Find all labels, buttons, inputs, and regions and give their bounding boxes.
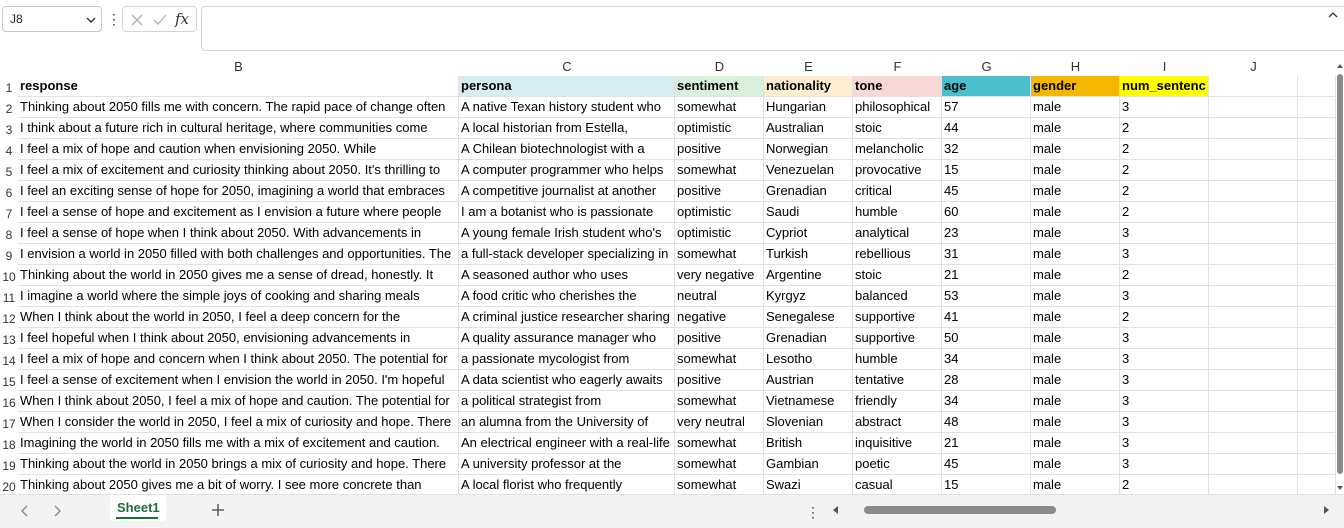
cell-gender[interactable]: male (1031, 286, 1120, 307)
row-number[interactable]: 2 (5, 102, 13, 116)
cell-age[interactable]: 57 (942, 97, 1031, 118)
cell-nationality[interactable]: Kyrgyz (764, 286, 853, 307)
cell-gender[interactable]: male (1031, 412, 1120, 433)
cell-gender[interactable]: male (1031, 370, 1120, 391)
table-row (0, 307, 1336, 328)
plus-icon[interactable] (210, 502, 226, 518)
cell-persona[interactable]: A local florist who frequently (459, 475, 675, 494)
chevron-right-icon[interactable] (49, 503, 65, 519)
cell-nationality[interactable]: Norwegian (764, 139, 853, 160)
cell-response[interactable]: I imagine a world where the simple joys of cooking and sharing meals (18, 286, 459, 307)
cell-age[interactable]: 50 (942, 328, 1031, 349)
cell-gender[interactable]: male (1031, 391, 1120, 412)
row-number[interactable]: 12 (2, 312, 16, 326)
cell-persona[interactable]: A criminal justice researcher sharing (459, 307, 675, 328)
cell-persona[interactable]: an alumna from the University of (459, 412, 675, 433)
cell-sentiment[interactable]: somewhat (675, 160, 764, 181)
cell-tone[interactable]: poetic (853, 454, 942, 475)
cell-blank_k[interactable] (1298, 244, 1336, 265)
cell-age[interactable]: 15 (942, 160, 1031, 181)
cell-gender[interactable]: male (1031, 181, 1120, 202)
cell-num_sentences[interactable]: 3 (1120, 349, 1209, 370)
cell-persona[interactable]: A native Texan history student who (459, 97, 675, 118)
cell-gender[interactable]: male (1031, 160, 1120, 181)
cell-age[interactable]: 21 (942, 433, 1031, 454)
cell-tone[interactable]: analytical (853, 223, 942, 244)
cell-nationality[interactable]: Lesotho (764, 349, 853, 370)
cell-response[interactable]: I feel hopeful when I think about 2050, envisioning advancements in (18, 328, 459, 349)
column-header-c[interactable]: C (562, 59, 572, 74)
cell-persona[interactable]: A computer programmer who helps (459, 160, 675, 181)
row-number[interactable]: 1 (5, 81, 13, 95)
active-tab-indicator (116, 517, 158, 519)
table-row (0, 370, 1336, 391)
column-headers (0, 58, 1336, 76)
cell-age[interactable]: 53 (942, 286, 1031, 307)
table-row (0, 391, 1336, 412)
cell-persona[interactable]: A data scientist who eagerly awaits (459, 370, 675, 391)
row-number[interactable]: 5 (5, 165, 13, 179)
row-number[interactable]: 7 (5, 207, 13, 221)
cell-sentiment[interactable]: negative (675, 307, 764, 328)
cell-sentiment[interactable]: somewhat (675, 454, 764, 475)
cell-num_sentences[interactable]: 3 (1120, 412, 1209, 433)
fx-icon[interactable]: fx (175, 10, 190, 28)
cell-response[interactable]: I feel a sense of excitement when I envision the world in 2050. I'm hopeful (18, 370, 459, 391)
cell-sentiment[interactable]: somewhat (675, 433, 764, 454)
cell-blank_j[interactable] (1209, 265, 1298, 286)
table-row (0, 202, 1336, 223)
row-number[interactable]: 17 (2, 417, 16, 431)
sheet-tab[interactable] (110, 495, 166, 521)
cell-nationality[interactable]: Turkish (764, 244, 853, 265)
cell-tone[interactable]: inquisitive (853, 433, 942, 454)
cell-num_sentences[interactable]: 3 (1120, 454, 1209, 475)
chevron-down-icon[interactable] (84, 13, 98, 27)
cell-gender[interactable]: male (1031, 244, 1120, 265)
cell-response[interactable]: I feel an exciting sense of hope for 2050, imagining a world that embraces (18, 181, 459, 202)
cell-tone[interactable]: humble (853, 202, 942, 223)
column-header-j[interactable]: J (1250, 59, 1257, 74)
cell-blank_j[interactable] (1209, 118, 1298, 139)
cell-blank_k[interactable] (1298, 223, 1336, 244)
cell-sentiment[interactable]: somewhat (675, 475, 764, 494)
cell-gender[interactable]: male (1031, 328, 1120, 349)
close-icon[interactable] (128, 11, 146, 29)
cell-response[interactable]: Thinking about the world in 2050 gives me a sense of dread, honestly. It (18, 265, 459, 286)
formula-input[interactable] (201, 6, 1344, 51)
cell-age[interactable]: 28 (942, 370, 1031, 391)
column-header-f[interactable]: F (893, 59, 902, 74)
cell-sentiment[interactable]: somewhat (675, 244, 764, 265)
cell-persona[interactable]: A quality assurance manager who (459, 328, 675, 349)
cell-response[interactable]: Thinking about the world in 2050 brings a mix of curiosity and hope. There (18, 454, 459, 475)
cell-num_sentences[interactable]: 3 (1120, 244, 1209, 265)
header-cell-age[interactable]: age (942, 76, 1031, 97)
header-cell-gender[interactable]: gender (1031, 76, 1120, 97)
scroll-right-icon[interactable] (1320, 504, 1332, 516)
cell-nationality[interactable]: British (764, 433, 853, 454)
column-header-k[interactable] (1298, 58, 1336, 76)
cell-nationality[interactable]: Saudi (764, 202, 853, 223)
table-row (0, 454, 1336, 475)
chevron-left-icon[interactable] (17, 503, 33, 519)
cell-sentiment[interactable]: very neutral (675, 412, 764, 433)
cell-response[interactable]: Thinking about 2050 fills me with concern. The rapid pace of change often (18, 97, 459, 118)
row-number[interactable]: 6 (5, 186, 13, 200)
header-cell-tone[interactable]: tone (853, 76, 942, 97)
cell-sentiment[interactable]: somewhat (675, 97, 764, 118)
cell-age[interactable]: 15 (942, 475, 1031, 494)
spreadsheet-grid[interactable] (0, 58, 1336, 494)
table-row (0, 349, 1336, 370)
cell-blank_k[interactable] (1298, 160, 1336, 181)
cell-blank_k[interactable] (1298, 454, 1336, 475)
table-row (0, 433, 1336, 454)
row-number[interactable]: 11 (2, 291, 16, 305)
cell-num_sentences[interactable]: 2 (1120, 118, 1209, 139)
cell-blank_k[interactable] (1298, 139, 1336, 160)
cell-num_sentences[interactable]: 3 (1120, 97, 1209, 118)
cell-gender[interactable]: male (1031, 433, 1120, 454)
cell-persona[interactable]: a passionate mycologist from (459, 349, 675, 370)
cell-response[interactable]: I feel a mix of hope and concern when I think about 2050. The potential for (18, 349, 459, 370)
cell-num_sentences[interactable]: 2 (1120, 139, 1209, 160)
cell-sentiment[interactable]: positive (675, 181, 764, 202)
table-row (0, 97, 1336, 118)
vertical-scroll-thumb[interactable] (1337, 74, 1343, 474)
table-row (0, 181, 1336, 202)
cell-num_sentences[interactable]: 3 (1120, 391, 1209, 412)
row-number[interactable]: 18 (2, 438, 16, 452)
cell-sentiment[interactable]: neutral (675, 286, 764, 307)
cell-blank_j[interactable] (1209, 181, 1298, 202)
row-number[interactable]: 13 (2, 333, 16, 347)
header-cell-response[interactable]: response (18, 76, 459, 97)
cell-nationality[interactable]: Slovenian (764, 412, 853, 433)
header-cell-sentiment[interactable]: sentiment (675, 76, 764, 97)
cell-blank_k[interactable] (1298, 370, 1336, 391)
cell-persona[interactable]: A local historian from Estella, (459, 118, 675, 139)
header-row (0, 76, 1336, 97)
cell-tone[interactable]: tentative (853, 370, 942, 391)
cell-blank_j[interactable] (1209, 160, 1298, 181)
cell-gender[interactable]: male (1031, 307, 1120, 328)
row-number[interactable]: 20 (2, 480, 16, 494)
cell-response[interactable]: I feel a sense of hope and excitement as I envision a future where people (18, 202, 459, 223)
cell-gender[interactable]: male (1031, 139, 1120, 160)
table-row (0, 265, 1336, 286)
cell-tone[interactable]: rebellious (853, 244, 942, 265)
cell-response[interactable]: Imagining the world in 2050 fills me with a mix of excitement and caution. (18, 433, 459, 454)
table-row (0, 118, 1336, 139)
table-row (0, 139, 1336, 160)
cell-age[interactable]: 31 (942, 244, 1031, 265)
cell-nationality[interactable]: Gambian (764, 454, 853, 475)
cell-age[interactable]: 32 (942, 139, 1031, 160)
cell-tone[interactable]: humble (853, 349, 942, 370)
header-cell-persona[interactable]: persona (459, 76, 675, 97)
cell-blank_k[interactable] (1298, 328, 1336, 349)
row-number[interactable]: 8 (5, 228, 13, 242)
cell-sentiment[interactable]: somewhat (675, 349, 764, 370)
cell-nationality[interactable]: Cypriot (764, 223, 853, 244)
cell-blank_k[interactable] (1298, 202, 1336, 223)
row-number[interactable]: 9 (5, 249, 13, 263)
cell-blank_k[interactable] (1298, 118, 1336, 139)
cell-sentiment[interactable]: somewhat (675, 391, 764, 412)
cell-nationality[interactable]: Vietnamese (764, 391, 853, 412)
row-number[interactable]: 16 (2, 396, 16, 410)
formula-controls (122, 6, 197, 32)
cell-age[interactable]: 23 (942, 223, 1031, 244)
cell-response[interactable]: I think about a future rich in cultural heritage, where communities come (18, 118, 459, 139)
cell-sentiment[interactable]: optimistic (675, 223, 764, 244)
cell-blank_k[interactable] (1298, 97, 1336, 118)
cell-nationality[interactable]: Hungarian (764, 97, 853, 118)
cell-persona[interactable]: A young female Irish student who's (459, 223, 675, 244)
cell-blank_j[interactable] (1209, 244, 1298, 265)
cell-nationality[interactable]: Austrian (764, 370, 853, 391)
cell-sentiment[interactable]: very negative (675, 265, 764, 286)
table-row (0, 244, 1336, 265)
column-header-e[interactable]: E (804, 59, 813, 74)
cell-tone[interactable]: supportive (853, 328, 942, 349)
cell-persona[interactable]: I am a botanist who is passionate (459, 202, 675, 223)
cell-sentiment[interactable]: positive (675, 328, 764, 349)
cell-num_sentences[interactable]: 2 (1120, 475, 1209, 494)
cell-nationality[interactable]: Senegalese (764, 307, 853, 328)
cell-tone[interactable]: philosophical (853, 97, 942, 118)
cell-nationality[interactable]: Swazi (764, 475, 853, 494)
table-row (0, 328, 1336, 349)
cell-blank_j[interactable] (1209, 223, 1298, 244)
cell-blank_j[interactable] (1209, 286, 1298, 307)
cell-blank_j[interactable] (1209, 370, 1298, 391)
cell-age[interactable]: 44 (942, 118, 1031, 139)
cell-age[interactable]: 21 (942, 265, 1031, 286)
cell-num_sentences[interactable]: 3 (1120, 433, 1209, 454)
cell-response[interactable]: When I consider the world in 2050, I feel a mix of curiosity and hope. There (18, 412, 459, 433)
cell-tone[interactable]: abstract (853, 412, 942, 433)
row-number[interactable]: 14 (2, 354, 16, 368)
cell-blank_k[interactable] (1298, 265, 1336, 286)
cell-nationality[interactable]: Grenadian (764, 328, 853, 349)
cell-num_sentences[interactable]: 2 (1120, 160, 1209, 181)
cell-blank_j[interactable] (1209, 328, 1298, 349)
column-header-d[interactable]: D (714, 59, 725, 74)
cell-gender[interactable]: male (1031, 349, 1120, 370)
cell-blank_k[interactable] (1298, 307, 1336, 328)
cell-tone[interactable]: stoic (853, 265, 942, 286)
table-row (0, 412, 1336, 433)
cell-tone[interactable]: supportive (853, 307, 942, 328)
column-header-h[interactable]: H (1070, 59, 1081, 74)
row-number[interactable]: 3 (5, 123, 13, 137)
cell-age[interactable]: 34 (942, 391, 1031, 412)
cell-response[interactable]: When I think about 2050, I feel a mix of hope and caution. The potential for (18, 391, 459, 412)
formula-bar (0, 0, 1344, 58)
scroll-left-icon[interactable] (830, 504, 842, 516)
cell-gender[interactable]: male (1031, 118, 1120, 139)
row-number[interactable]: 19 (2, 459, 16, 473)
column-header-b[interactable]: B (234, 59, 243, 74)
cell-tone[interactable]: stoic (853, 118, 942, 139)
cell-tone[interactable]: balanced (853, 286, 942, 307)
cell-num_sentences[interactable]: 3 (1120, 328, 1209, 349)
cell-tone[interactable]: casual (853, 475, 942, 494)
cell-response[interactable]: I feel a mix of excitement and curiosity thinking about 2050. It's thrilling to (18, 160, 459, 181)
table-row (0, 160, 1336, 181)
cell-num_sentences[interactable]: 2 (1120, 265, 1209, 286)
row-number[interactable]: 10 (2, 270, 16, 284)
cell-num_sentences[interactable]: 2 (1120, 181, 1209, 202)
cell-response[interactable]: Thinking about 2050 gives me a bit of worry. I see more concrete than (18, 475, 459, 494)
cell-age[interactable]: 41 (942, 307, 1031, 328)
cell-blank_k[interactable] (1298, 181, 1336, 202)
row-number[interactable]: 4 (5, 144, 13, 158)
header-cell-nationality[interactable]: nationality (764, 76, 853, 97)
cell-age[interactable]: 60 (942, 202, 1031, 223)
cell-sentiment[interactable]: positive (675, 370, 764, 391)
more-vertical-icon[interactable]: ⋮ (806, 504, 820, 520)
cell-num_sentences[interactable]: 2 (1120, 202, 1209, 223)
cell-num_sentences[interactable]: 2 (1120, 307, 1209, 328)
cell-blank_k[interactable] (1298, 412, 1336, 433)
column-header-i[interactable]: I (1162, 59, 1167, 74)
cell-age[interactable]: 45 (942, 454, 1031, 475)
cell-persona[interactable]: A Chilean biotechnologist with a (459, 139, 675, 160)
cell-blank_j[interactable] (1209, 139, 1298, 160)
sheet-tab-bar (0, 494, 1344, 528)
scroll-up-icon[interactable] (1336, 62, 1344, 70)
cell-blank_j[interactable] (1209, 391, 1298, 412)
cell-tone[interactable]: provocative (853, 160, 942, 181)
cell-tone[interactable]: friendly (853, 391, 942, 412)
cell-tone[interactable]: melancholic (853, 139, 942, 160)
row-number[interactable]: 15 (2, 375, 16, 389)
header-cell-num_sentences[interactable]: num_sentenc (1120, 76, 1209, 97)
cell-nationality[interactable]: Australian (764, 118, 853, 139)
cell-response[interactable]: When I think about the world in 2050, I feel a deep concern for the (18, 307, 459, 328)
cell-persona[interactable]: a full-stack developer specializing in (459, 244, 675, 265)
cell-age[interactable]: 45 (942, 181, 1031, 202)
more-vertical-icon[interactable]: ⋮ (107, 11, 121, 27)
header-cell-blank_k[interactable] (1298, 76, 1336, 97)
cell-blank_j[interactable] (1209, 97, 1298, 118)
cell-gender[interactable]: male (1031, 265, 1120, 286)
cell-gender[interactable]: male (1031, 223, 1120, 244)
cell-blank_j[interactable] (1209, 412, 1298, 433)
cell-num_sentences[interactable]: 3 (1120, 370, 1209, 391)
cell-blank_k[interactable] (1298, 433, 1336, 454)
cell-response[interactable]: I feel a mix of hope and caution when envisioning 2050. While (18, 139, 459, 160)
cell-blank_j[interactable] (1209, 349, 1298, 370)
cell-num_sentences[interactable]: 3 (1120, 286, 1209, 307)
cell-gender[interactable]: male (1031, 97, 1120, 118)
cell-sentiment[interactable]: positive (675, 139, 764, 160)
cell-blank_j[interactable] (1209, 454, 1298, 475)
cell-persona[interactable]: A seasoned author who uses (459, 265, 675, 286)
vertical-scrollbar[interactable] (1336, 58, 1344, 494)
header-cell-blank_j[interactable] (1209, 76, 1298, 97)
cell-persona[interactable]: An electrical engineer with a real-life (459, 433, 675, 454)
check-icon[interactable] (151, 11, 169, 29)
cell-persona[interactable]: A competitive journalist at another (459, 181, 675, 202)
scroll-down-icon[interactable] (1336, 484, 1344, 492)
cell-blank_k[interactable] (1298, 349, 1336, 370)
table-row (0, 286, 1336, 307)
cell-blank_j[interactable] (1209, 433, 1298, 454)
cell-gender[interactable]: male (1031, 454, 1120, 475)
cell-gender[interactable]: male (1031, 475, 1120, 494)
cell-blank_j[interactable] (1209, 307, 1298, 328)
select-all-corner[interactable] (0, 58, 18, 76)
sheet-tab-label: Sheet1 (117, 500, 160, 515)
cell-age[interactable]: 48 (942, 412, 1031, 433)
cell-response[interactable]: I envision a world in 2050 filled with both challenges and opportunities. The (18, 244, 459, 265)
cell-nationality[interactable]: Argentine (764, 265, 853, 286)
column-header-g[interactable]: G (981, 59, 992, 74)
cell-persona[interactable]: a political strategist from (459, 391, 675, 412)
table-row (0, 475, 1336, 494)
name-box-value: J8 (10, 12, 23, 26)
cell-response[interactable]: I feel a sense of hope when I think about 2050. With advancements in (18, 223, 459, 244)
cell-sentiment[interactable]: optimistic (675, 118, 764, 139)
cell-blank_k[interactable] (1298, 391, 1336, 412)
cell-nationality[interactable]: Grenadian (764, 181, 853, 202)
name-box[interactable] (2, 6, 102, 32)
cell-sentiment[interactable]: optimistic (675, 202, 764, 223)
cell-gender[interactable]: male (1031, 202, 1120, 223)
cell-persona[interactable]: A food critic who cherishes the (459, 286, 675, 307)
cell-num_sentences[interactable]: 3 (1120, 223, 1209, 244)
cell-nationality[interactable]: Venezuelan (764, 160, 853, 181)
cell-blank_k[interactable] (1298, 475, 1336, 494)
chevron-up-icon[interactable] (1326, 8, 1340, 22)
cell-tone[interactable]: critical (853, 181, 942, 202)
cell-persona[interactable]: A university professor at the (459, 454, 675, 475)
table-row (0, 223, 1336, 244)
horizontal-scroll-thumb[interactable] (864, 506, 1056, 514)
cell-blank_k[interactable] (1298, 286, 1336, 307)
cell-age[interactable]: 34 (942, 349, 1031, 370)
cell-blank_j[interactable] (1209, 202, 1298, 223)
cell-blank_j[interactable] (1209, 475, 1298, 494)
